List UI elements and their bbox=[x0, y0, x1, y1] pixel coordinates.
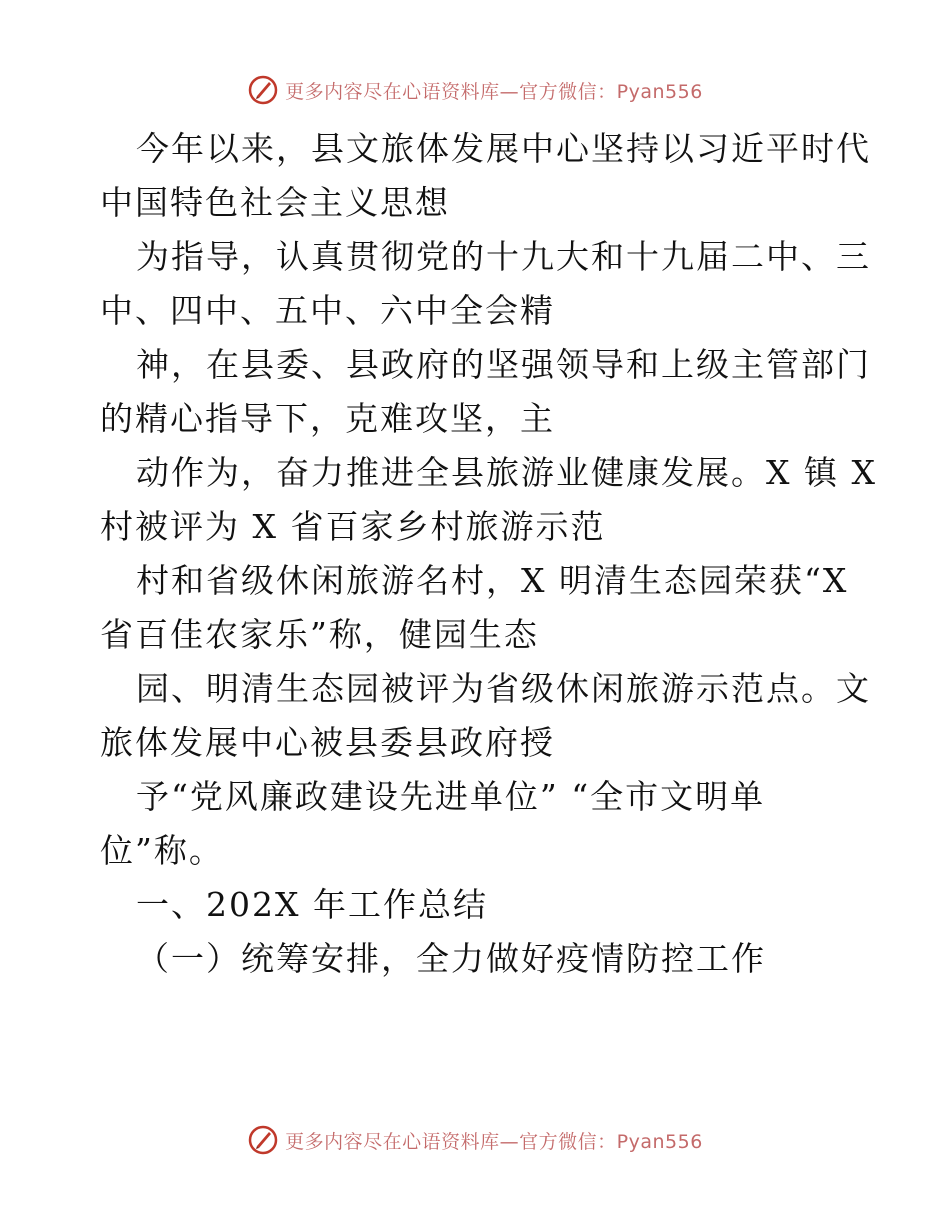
paragraph-line: 村被评为 X 省百家乡村旅游示范 bbox=[100, 507, 606, 546]
subsection-heading: （一）统筹安排，全力做好疫情防控工作 bbox=[136, 939, 766, 978]
paragraph-line: 村和省级休闲旅游名村，X 明清生态园荣获“X bbox=[136, 561, 849, 600]
section-heading: 一、202X 年工作总结 bbox=[136, 885, 488, 924]
footer-banner bbox=[0, 1120, 950, 1160]
banner-text: 更多内容尽在心语资料库—官方微信：Pyan556 bbox=[285, 80, 703, 103]
paragraph-line: 旅体发展中心被县委县政府授 bbox=[100, 723, 555, 762]
paragraph-line: 的精心指导下，克难攻坚，主 bbox=[100, 399, 555, 438]
paragraph-line: 省百佳农家乐”称，健园生态 bbox=[100, 615, 539, 654]
quill-logo-icon bbox=[247, 1124, 279, 1156]
header-banner bbox=[0, 70, 950, 110]
paragraph-line: 予“党风廉政建设先进单位” “全市文明单 bbox=[136, 777, 766, 816]
paragraph-line: 动作为，奋力推进全县旅游业健康发展。X 镇 X bbox=[136, 453, 877, 492]
banner-text: 更多内容尽在心语资料库—官方微信：Pyan556 bbox=[285, 1130, 703, 1153]
paragraph-line: 今年以来，县文旅体发展中心坚持以习近平时代 bbox=[136, 129, 871, 168]
paragraph-line: 园、明清生态园被评为省级休闲旅游示范点。文 bbox=[136, 669, 871, 708]
quill-logo-icon bbox=[247, 74, 279, 106]
paragraph-line: 为指导，认真贯彻党的十九大和十九届二中、三 bbox=[136, 237, 871, 276]
paragraph-line: 中、四中、五中、六中全会精 bbox=[100, 291, 555, 330]
paragraph-line: 神，在县委、县政府的坚强领导和上级主管部门 bbox=[136, 345, 871, 384]
paragraph-line: 位”称。 bbox=[100, 831, 224, 870]
body-text bbox=[100, 122, 877, 986]
paragraph-line: 中国特色社会主义思想 bbox=[100, 183, 450, 222]
